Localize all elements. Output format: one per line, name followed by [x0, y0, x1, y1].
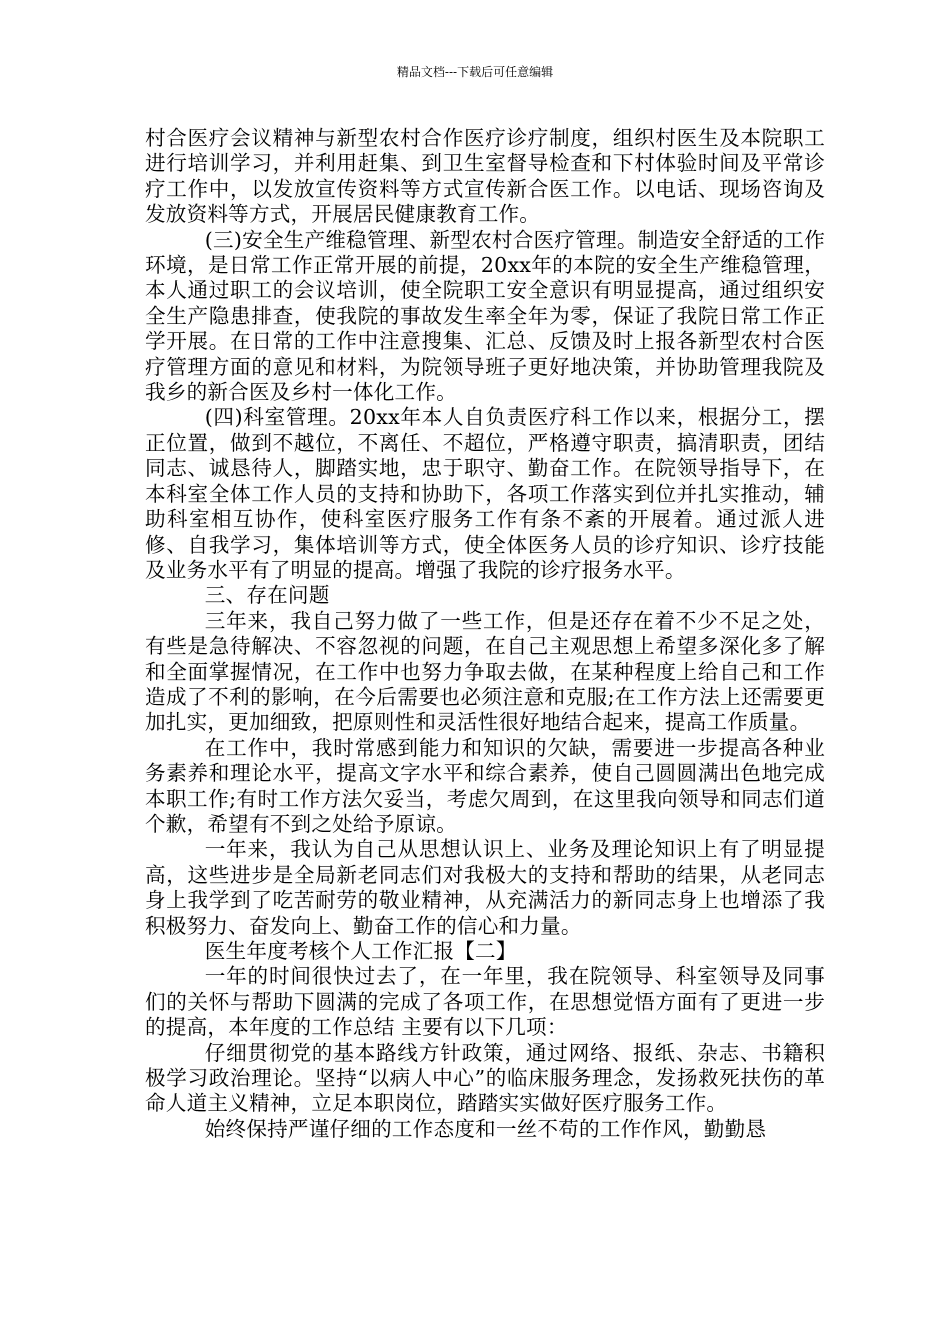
- paragraph: 村合医疗会议精神与新型农村合作医疗诊疗制度，组织村医生及本院职工进行培训学习，并利用赶集、到卫生室督导检查和下村体验时间及平常诊疗工作中，以发放宣传资料等方式宣传新合医工作。以电话、现场咨询及发放资料等方式，开展居民健康教育工作。: [145, 126, 825, 227]
- paragraph: 始终保持严谨仔细的工作态度和一丝不苟的工作作风，勤勤恳: [204, 1116, 767, 1141]
- paragraph: 一年来，我认为自己从思想认识上、业务及理论知识上有了明显提高，这些进步是全局新老同志们对我极大的支持和帮助的结果，从老同志身上我学到了吃苦耐劳的敬业精神，从充满活力的新同志身上也增添了我积极努力、奋发向上、勤奋工作的信心和力量。: [145, 837, 825, 938]
- paragraph: 仔细贯彻党的基本路线方针政策，通过网络、报纸、杂志、书籍积极学习政治理论。坚持“以病人中心”的临床服务理念，发扬救死扶伤的革命人道主义精神，立足本职岗位，踏踏实实做好医疗服务工作。: [145, 1040, 825, 1116]
- paragraph: 一年的时间很快过去了，在一年里，我在院领导、科室领导及同事们的关怀与帮助下圆满的完成了各项工作，在思想觉悟方面有了更进一步的提高，本年度的工作总结 主要有以下几项：: [145, 964, 825, 1040]
- document-body: [145, 126, 825, 1142]
- paragraph: (三)安全生产维稳管理、新型农村合医疗管理。制造安全舒适的工作环境，是日常工作正常开展的前提，20xx年的本院的安全生产维稳管理，本人通过职工的会议培训，使全院职工安全意识有明显提高，通过组织安全生产隐患排查，使我院的事故发生率全年为零，保证了我院日常工作正学开展。在日常的工作中注意搜集、汇总、反馈及时上报各新型农村合医疗管理方面的意见和材料，为院领导班子更好地决策，并协助管理我院及我乡的新合医及乡村一体化工作。: [145, 227, 825, 405]
- section-heading: 医生年度考核个人工作汇报【二】: [204, 939, 517, 963]
- section-heading: 三、存在问题: [204, 583, 330, 608]
- paragraph: 在工作中，我时常感到能力和知识的欠缺，需要进一步提高各种业务素养和理论水平，提高文字水平和综合素养，使自己圆圆满出色地完成本职工作;有时工作方法欠妥当，考虑欠周到，在这里我向领导和同志们道个歉，希望有不到之处给予原谅。: [145, 735, 825, 836]
- paragraph: 三年来，我自己努力做了一些工作，但是还存在着不少不足之处，有些是急待解决、不容忽视的问题，在自己主观思想上希望多深化多了解和全面掌握情况，在工作中也努力争取去做，在某种程度上给自己和工作造成了不利的影响，在今后需要也必须注意和克服;在工作方法上还需要更加扎实，更加细致，把原则性和灵活性很好地结合起来，提高工作质量。: [145, 608, 825, 735]
- paragraph: (四)科室管理。20xx年本人自负责医疗科工作以来，根据分工，摆正位置，做到不越位，不离任、不超位，严格遵守职责，搞清职责，团结同志、诚恳待人，脚踏实地，忠于职守、勤奋工作。在院领导指导下，在本科室全体工作人员的支持和协助下，各项工作落实到位并扎实推动，辅助科室相互协作，使科室医疗服务工作有条不紊的开展着。通过派人进修、自我学习，集体培训等方式，使全体医务人员的诊疗知识、诊疗技能及业务水平有了明显的提高。增强了我院的诊疗报务水平。: [145, 405, 825, 582]
- page-header-note: 精品文档---下载后可任意编辑: [396, 65, 554, 79]
